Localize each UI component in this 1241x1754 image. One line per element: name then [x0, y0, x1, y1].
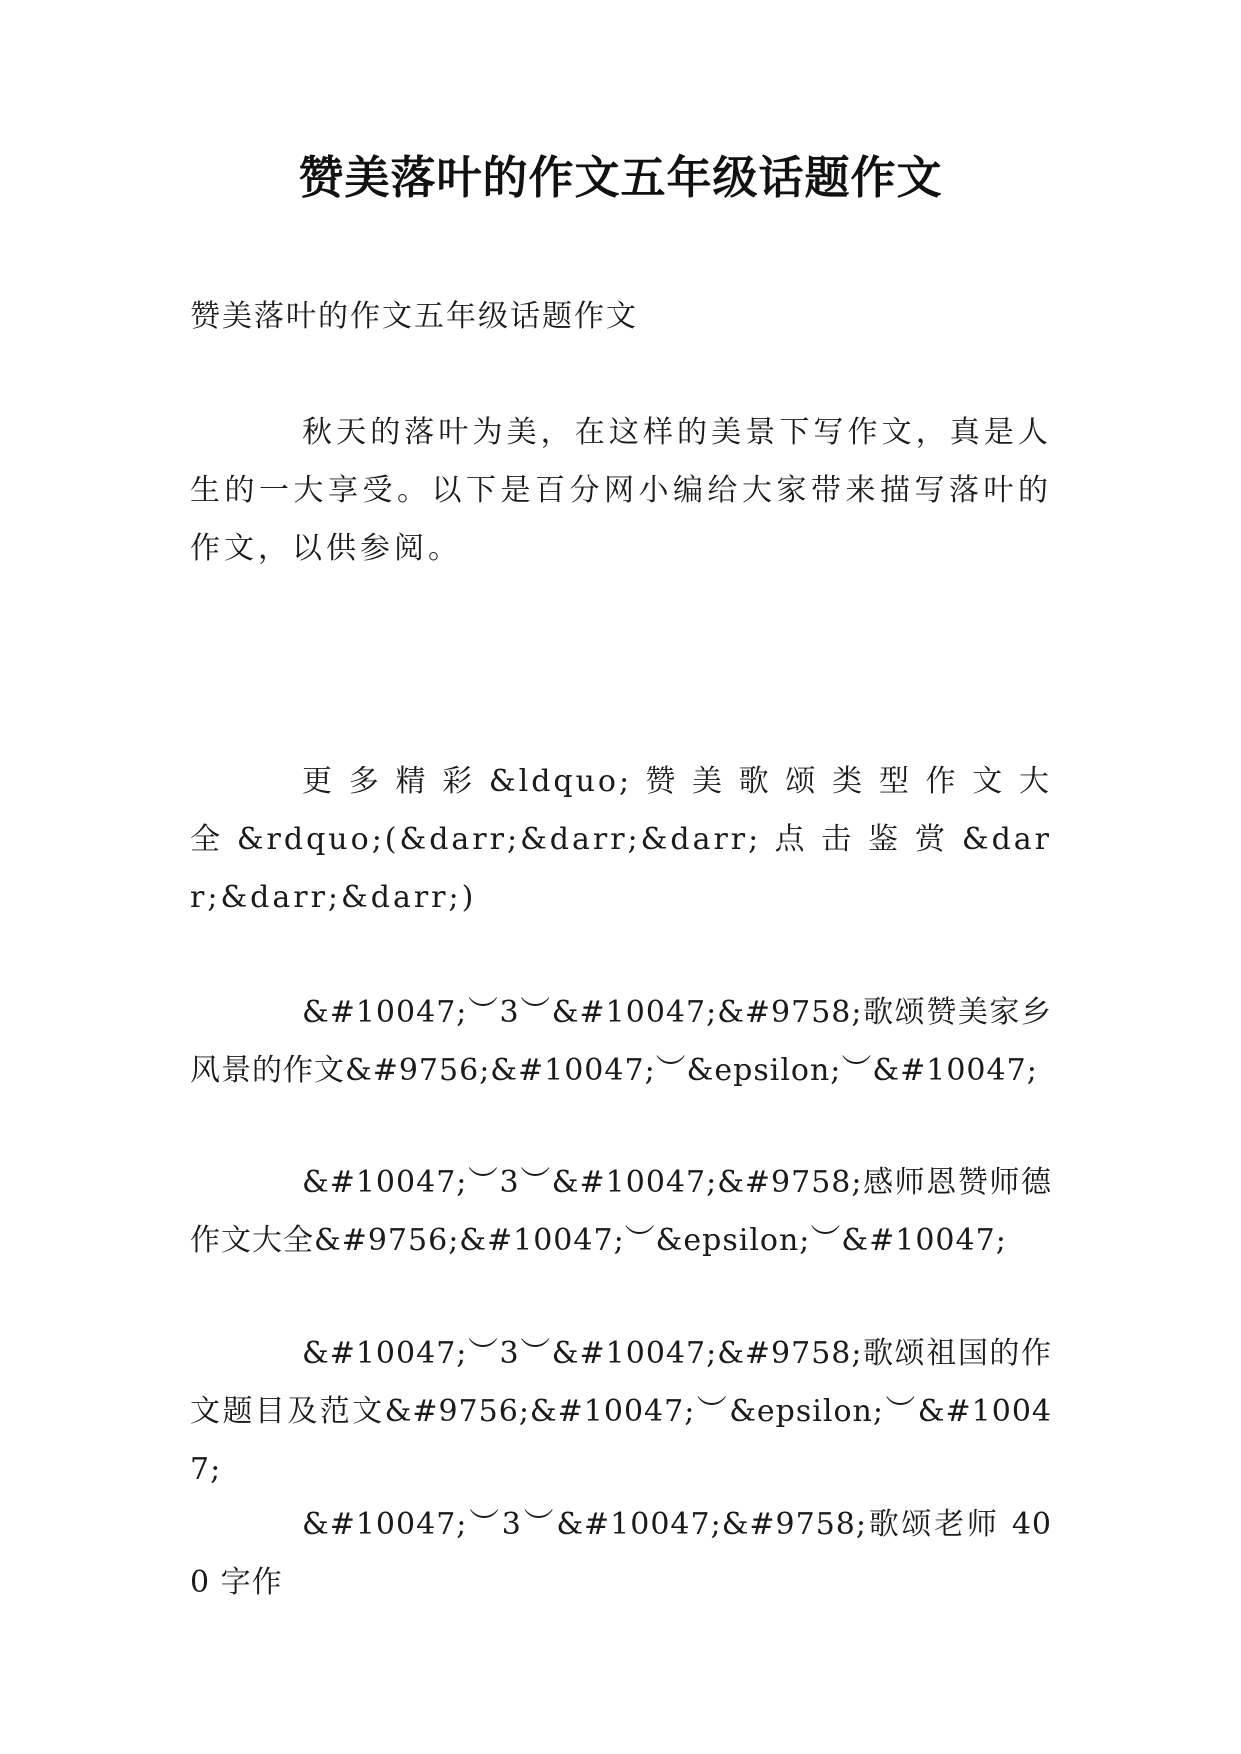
more-essays-link[interactable]: 更 多 精 彩 &ldquo; 赞 美 歌 颂 类 型 作 文 大 全 &rdquo;(&darr;&darr;&darr; 点 击 鉴 赏 &darr;&darr;&darr;) — [190, 764, 1052, 915]
intro-paragraph: 秋天的落叶为美，在这样的美景下写作文，真是人生的一大享受。以下是百分网小编给大家带来描写落叶的作文，以供参阅。 — [190, 415, 1052, 566]
essay-link-hometown[interactable]: &#10047;︶3︶&#10047;&#9758;歌颂赞美家乡风景的作文&#9756;&#10047;︶&epsilon;︶&#10047; — [190, 995, 1052, 1088]
document-subtitle: 赞美落叶的作文五年级话题作文 — [190, 299, 638, 334]
essay-link-teacher-virtue[interactable]: &#10047;︶3︶&#10047;&#9758;感师恩赞师德作文大全&#9756;&#10047;︶&epsilon;︶&#10047; — [190, 1165, 1052, 1258]
page-title: 赞美落叶的作文五年级话题作文 — [298, 151, 943, 204]
essay-link-motherland[interactable]: &#10047;︶3︶&#10047;&#9758;歌颂祖国的作文题目及范文&#9756;&#10047;︶&epsilon;︶&#10047; — [190, 1336, 1052, 1487]
essay-link-teacher-400[interactable]: &#10047;︶3︶&#10047;&#9758;歌颂老师 400 字作 — [190, 1507, 1052, 1600]
